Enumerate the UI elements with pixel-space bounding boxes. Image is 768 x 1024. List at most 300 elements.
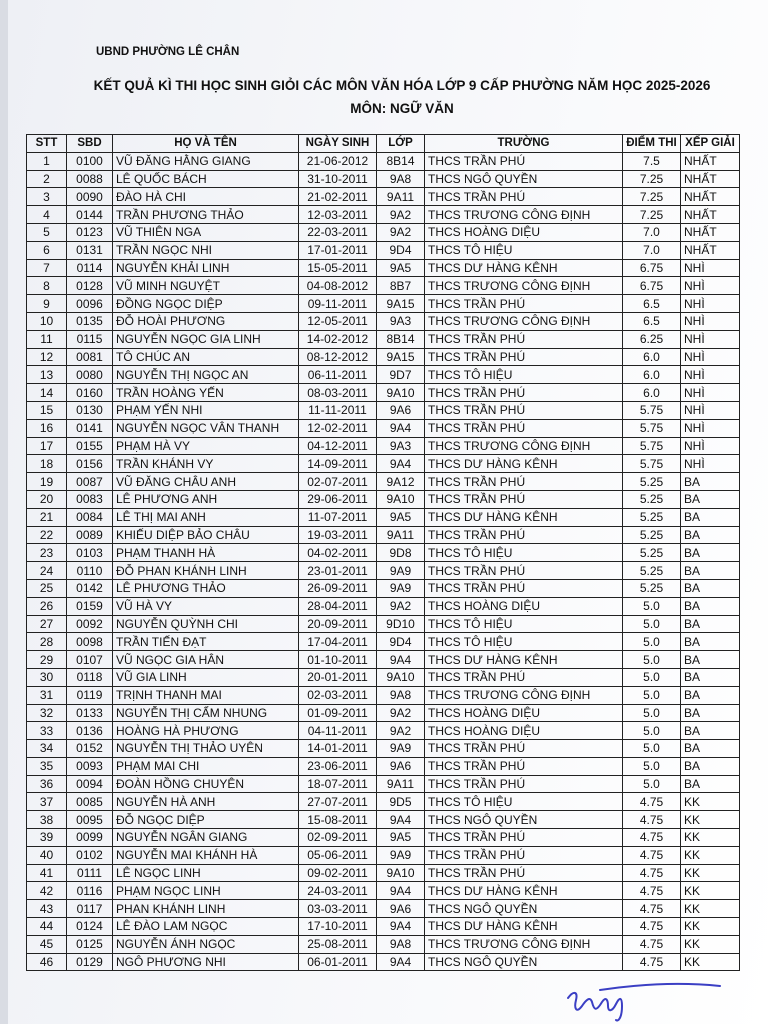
class-cell: 9A9 (377, 562, 425, 580)
school-cell: THCS DƯ HÀNG KÊNH (425, 508, 623, 526)
table-row (27, 615, 740, 633)
stt-cell: 41 (27, 864, 67, 882)
award-cell: BA (681, 562, 740, 580)
award-cell: KK (681, 829, 740, 847)
school-cell: THCS TRẦN PHÚ (425, 562, 623, 580)
sbd-cell: 0080 (67, 366, 113, 384)
stt-cell: 17 (27, 437, 67, 455)
school-cell: THCS DƯ HÀNG KÊNH (425, 259, 623, 277)
name-cell: HOÀNG HÀ PHƯƠNG (113, 722, 299, 740)
sbd-cell: 0116 (67, 882, 113, 900)
sbd-cell: 0159 (67, 597, 113, 615)
stt-cell: 43 (27, 900, 67, 918)
score-cell: 4.75 (623, 864, 681, 882)
table-row (27, 651, 740, 669)
sbd-cell: 0107 (67, 651, 113, 669)
score-cell: 5.25 (623, 562, 681, 580)
name-cell: TRẦN KHÁNH VY (113, 455, 299, 473)
table-row (27, 686, 740, 704)
class-cell: 9D5 (377, 793, 425, 811)
sbd-cell: 0131 (67, 241, 113, 259)
award-cell: NHẤT (681, 152, 740, 170)
school-cell: THCS TRẦN PHÚ (425, 490, 623, 508)
sbd-cell: 0083 (67, 490, 113, 508)
name-cell: PHẠM NGỌC LINH (113, 882, 299, 900)
table-row (27, 579, 740, 597)
school-cell: THCS TRƯƠNG CÔNG ĐỊNH (425, 437, 623, 455)
award-cell: NHÌ (681, 259, 740, 277)
award-cell: BA (681, 526, 740, 544)
award-cell: KK (681, 793, 740, 811)
award-cell: NHÌ (681, 295, 740, 313)
birthdate-cell: 24-03-2011 (299, 882, 377, 900)
table-row (27, 259, 740, 277)
class-cell: 9A2 (377, 206, 425, 224)
birthdate-cell: 17-01-2011 (299, 241, 377, 259)
name-cell: NGUYỄN THỊ THẢO UYÊN (113, 740, 299, 758)
class-cell: 9D4 (377, 241, 425, 259)
score-cell: 6.75 (623, 277, 681, 295)
stt-cell: 25 (27, 579, 67, 597)
award-cell: BA (681, 651, 740, 669)
class-cell: 9A11 (377, 775, 425, 793)
school-cell: THCS TRƯƠNG CÔNG ĐỊNH (425, 935, 623, 953)
award-cell: NHÌ (681, 277, 740, 295)
class-cell: 9A15 (377, 295, 425, 313)
stt-cell: 12 (27, 348, 67, 366)
score-cell: 6.0 (623, 348, 681, 366)
birthdate-cell: 14-02-2012 (299, 330, 377, 348)
table-row (27, 241, 740, 259)
award-cell: KK (681, 918, 740, 936)
award-cell: NHẤT (681, 241, 740, 259)
name-cell: TÔ CHÚC AN (113, 348, 299, 366)
stt-cell: 14 (27, 384, 67, 402)
name-cell: TRỊNH THANH MAI (113, 686, 299, 704)
score-cell: 6.5 (623, 295, 681, 313)
birthdate-cell: 08-03-2011 (299, 384, 377, 402)
birthdate-cell: 17-10-2011 (299, 918, 377, 936)
name-cell: NGUYỄN NGÂN GIANG (113, 829, 299, 847)
table-row (27, 633, 740, 651)
stt-cell: 29 (27, 651, 67, 669)
score-cell: 4.75 (623, 811, 681, 829)
name-cell: LÊ NGỌC LINH (113, 864, 299, 882)
award-cell: KK (681, 953, 740, 971)
school-cell: THCS NGÔ QUYỀN (425, 953, 623, 971)
birthdate-cell: 09-02-2011 (299, 864, 377, 882)
award-cell: NHÌ (681, 330, 740, 348)
name-cell: NGUYỄN NGỌC GIA LINH (113, 330, 299, 348)
class-cell: 9A9 (377, 740, 425, 758)
table-row (27, 401, 740, 419)
school-cell: THCS TRƯƠNG CÔNG ĐỊNH (425, 686, 623, 704)
sbd-cell: 0110 (67, 562, 113, 580)
col-header-birthdate: NGÀY SINH (299, 135, 377, 153)
col-header-name: HỌ VÀ TÊN (113, 135, 299, 153)
sbd-cell: 0130 (67, 401, 113, 419)
award-cell: BA (681, 757, 740, 775)
score-cell: 4.75 (623, 918, 681, 936)
birthdate-cell: 23-06-2011 (299, 757, 377, 775)
award-cell: NHÌ (681, 312, 740, 330)
sbd-cell: 0119 (67, 686, 113, 704)
award-cell: KK (681, 864, 740, 882)
birthdate-cell: 14-01-2011 (299, 740, 377, 758)
birthdate-cell: 26-09-2011 (299, 579, 377, 597)
school-cell: THCS HOÀNG DIỆU (425, 597, 623, 615)
class-cell: 9A4 (377, 882, 425, 900)
birthdate-cell: 04-12-2011 (299, 437, 377, 455)
school-cell: THCS TRẦN PHÚ (425, 526, 623, 544)
table-row (27, 366, 740, 384)
sbd-cell: 0111 (67, 864, 113, 882)
table-row (27, 704, 740, 722)
sbd-cell: 0123 (67, 223, 113, 241)
class-cell: 9A6 (377, 401, 425, 419)
school-cell: THCS TRẦN PHÚ (425, 401, 623, 419)
award-cell: KK (681, 811, 740, 829)
score-cell: 6.75 (623, 259, 681, 277)
class-cell: 9A8 (377, 686, 425, 704)
sbd-cell: 0118 (67, 668, 113, 686)
sbd-cell: 0133 (67, 704, 113, 722)
table-row (27, 793, 740, 811)
birthdate-cell: 14-09-2011 (299, 455, 377, 473)
sbd-cell: 0114 (67, 259, 113, 277)
school-cell: THCS TÔ HIỆU (425, 633, 623, 651)
stt-cell: 16 (27, 419, 67, 437)
birthdate-cell: 28-04-2011 (299, 597, 377, 615)
table-row (27, 223, 740, 241)
school-cell: THCS TRẦN PHÚ (425, 152, 623, 170)
table-row (27, 473, 740, 491)
birthdate-cell: 06-01-2011 (299, 953, 377, 971)
name-cell: PHẠM YẾN NHI (113, 401, 299, 419)
class-cell: 9A4 (377, 455, 425, 473)
award-cell: BA (681, 686, 740, 704)
birthdate-cell: 20-01-2011 (299, 668, 377, 686)
name-cell: LÊ ĐÀO LAM NGỌC (113, 918, 299, 936)
table-row (27, 295, 740, 313)
stt-cell: 7 (27, 259, 67, 277)
sbd-cell: 0128 (67, 277, 113, 295)
school-cell: THCS TRẦN PHÚ (425, 757, 623, 775)
table-row (27, 455, 740, 473)
name-cell: LÊ PHƯƠNG THẢO (113, 579, 299, 597)
sbd-cell: 0152 (67, 740, 113, 758)
name-cell: NGUYỄN NGỌC VÂN THANH (113, 419, 299, 437)
school-cell: THCS DƯ HÀNG KÊNH (425, 651, 623, 669)
name-cell: VŨ HÀ VY (113, 597, 299, 615)
col-header-school: TRƯỜNG (425, 135, 623, 153)
results-table (26, 134, 740, 971)
name-cell: VŨ THIÊN NGA (113, 223, 299, 241)
sbd-cell: 0103 (67, 544, 113, 562)
birthdate-cell: 02-07-2011 (299, 473, 377, 491)
stt-cell: 4 (27, 206, 67, 224)
class-cell: 9D4 (377, 633, 425, 651)
stt-cell: 19 (27, 473, 67, 491)
table-row (27, 562, 740, 580)
sbd-cell: 0125 (67, 935, 113, 953)
school-cell: THCS TRẦN PHÚ (425, 740, 623, 758)
sbd-cell: 0142 (67, 579, 113, 597)
table-row (27, 864, 740, 882)
table-row (27, 312, 740, 330)
score-cell: 4.75 (623, 846, 681, 864)
stt-cell: 9 (27, 295, 67, 313)
birthdate-cell: 02-09-2011 (299, 829, 377, 847)
class-cell: 9A4 (377, 419, 425, 437)
name-cell: VŨ MINH NGUYỆT (113, 277, 299, 295)
class-cell: 9A4 (377, 811, 425, 829)
name-cell: NGÔ PHƯƠNG NHI (113, 953, 299, 971)
class-cell: 8B7 (377, 277, 425, 295)
sbd-cell: 0115 (67, 330, 113, 348)
class-cell: 9D8 (377, 544, 425, 562)
birthdate-cell: 25-08-2011 (299, 935, 377, 953)
stt-cell: 2 (27, 170, 67, 188)
award-cell: NHÌ (681, 437, 740, 455)
score-cell: 6.5 (623, 312, 681, 330)
award-cell: NHẤT (681, 170, 740, 188)
sbd-cell: 0156 (67, 455, 113, 473)
class-cell: 9A12 (377, 473, 425, 491)
sbd-cell: 0141 (67, 419, 113, 437)
award-cell: BA (681, 633, 740, 651)
stt-cell: 31 (27, 686, 67, 704)
stt-cell: 22 (27, 526, 67, 544)
issuing-organization: UBND PHƯỜNG LÊ CHÂN (96, 46, 240, 58)
award-cell: BA (681, 740, 740, 758)
school-cell: THCS TRƯƠNG CÔNG ĐỊNH (425, 206, 623, 224)
school-cell: THCS TRẦN PHÚ (425, 188, 623, 206)
birthdate-cell: 19-03-2011 (299, 526, 377, 544)
stt-cell: 5 (27, 223, 67, 241)
stt-cell: 42 (27, 882, 67, 900)
stt-cell: 15 (27, 401, 67, 419)
birthdate-cell: 12-02-2011 (299, 419, 377, 437)
score-cell: 7.0 (623, 223, 681, 241)
class-cell: 9A8 (377, 170, 425, 188)
name-cell: PHẠM THANH HÀ (113, 544, 299, 562)
score-cell: 5.0 (623, 668, 681, 686)
table-row (27, 419, 740, 437)
table-row (27, 526, 740, 544)
class-cell: 9A4 (377, 918, 425, 936)
table-row (27, 668, 740, 686)
score-cell: 5.75 (623, 437, 681, 455)
birthdate-cell: 02-03-2011 (299, 686, 377, 704)
score-cell: 6.25 (623, 330, 681, 348)
sbd-cell: 0087 (67, 473, 113, 491)
score-cell: 5.0 (623, 757, 681, 775)
birthdate-cell: 04-02-2011 (299, 544, 377, 562)
score-cell: 5.0 (623, 775, 681, 793)
school-cell: THCS NGÔ QUYỀN (425, 900, 623, 918)
score-cell: 5.0 (623, 597, 681, 615)
name-cell: LÊ THỊ MAI ANH (113, 508, 299, 526)
stt-cell: 46 (27, 953, 67, 971)
school-cell: THCS TRẦN PHÚ (425, 668, 623, 686)
stt-cell: 11 (27, 330, 67, 348)
award-cell: BA (681, 615, 740, 633)
school-cell: THCS TÔ HIỆU (425, 544, 623, 562)
table-row (27, 508, 740, 526)
class-cell: 9A11 (377, 526, 425, 544)
sbd-cell: 0088 (67, 170, 113, 188)
name-cell: VŨ NGỌC GIA HÂN (113, 651, 299, 669)
class-cell: 9A6 (377, 757, 425, 775)
table-row (27, 882, 740, 900)
stt-cell: 3 (27, 188, 67, 206)
score-cell: 6.0 (623, 384, 681, 402)
award-cell: BA (681, 597, 740, 615)
document-title: KẾT QUẢ KÌ THI HỌC SINH GIỎI CÁC MÔN VĂN HÓA LỚP 9 CẤP PHƯỜNG NĂM HỌC 2025-2026 (93, 78, 711, 93)
class-cell: 9A3 (377, 312, 425, 330)
class-cell: 9A8 (377, 935, 425, 953)
birthdate-cell: 03-03-2011 (299, 900, 377, 918)
name-cell: ĐỖ HOÀI PHƯƠNG (113, 312, 299, 330)
birthdate-cell: 17-04-2011 (299, 633, 377, 651)
table-row (27, 277, 740, 295)
col-header-sbd: SBD (67, 135, 113, 153)
stt-cell: 39 (27, 829, 67, 847)
award-cell: KK (681, 882, 740, 900)
name-cell: LÊ QUỐC BÁCH (113, 170, 299, 188)
sbd-cell: 0129 (67, 953, 113, 971)
name-cell: NGUYỄN QUỲNH CHI (113, 615, 299, 633)
signature (560, 978, 730, 1024)
col-header-class: LỚP (377, 135, 425, 153)
sbd-cell: 0081 (67, 348, 113, 366)
sbd-cell: 0096 (67, 295, 113, 313)
score-cell: 5.0 (623, 615, 681, 633)
school-cell: THCS TRẦN PHÚ (425, 864, 623, 882)
school-cell: THCS HOÀNG DIỆU (425, 223, 623, 241)
score-cell: 5.0 (623, 651, 681, 669)
birthdate-cell: 05-06-2011 (299, 846, 377, 864)
score-cell: 4.75 (623, 953, 681, 971)
sbd-cell: 0085 (67, 793, 113, 811)
stt-cell: 38 (27, 811, 67, 829)
name-cell: TRẦN TIẾN ĐẠT (113, 633, 299, 651)
score-cell: 5.25 (623, 579, 681, 597)
class-cell: 9A5 (377, 508, 425, 526)
sbd-cell: 0144 (67, 206, 113, 224)
school-cell: THCS TÔ HIỆU (425, 793, 623, 811)
class-cell: 9A10 (377, 668, 425, 686)
award-cell: NHÌ (681, 455, 740, 473)
stt-cell: 30 (27, 668, 67, 686)
col-header-award: XẾP GIẢI (681, 135, 740, 153)
stt-cell: 44 (27, 918, 67, 936)
class-cell: 9A9 (377, 846, 425, 864)
table-row (27, 490, 740, 508)
award-cell: KK (681, 846, 740, 864)
score-cell: 5.0 (623, 686, 681, 704)
name-cell: VŨ ĐĂNG HẰNG GIANG (113, 152, 299, 170)
sbd-cell: 0090 (67, 188, 113, 206)
stt-cell: 8 (27, 277, 67, 295)
table-row (27, 597, 740, 615)
sbd-cell: 0099 (67, 829, 113, 847)
class-cell: 9A5 (377, 259, 425, 277)
name-cell: PHAN KHÁNH LINH (113, 900, 299, 918)
class-cell: 9A10 (377, 490, 425, 508)
class-cell: 9A2 (377, 704, 425, 722)
table-row (27, 722, 740, 740)
class-cell: 9A4 (377, 953, 425, 971)
class-cell: 9A2 (377, 597, 425, 615)
class-cell: 9A9 (377, 579, 425, 597)
stt-cell: 28 (27, 633, 67, 651)
score-cell: 7.25 (623, 188, 681, 206)
stt-cell: 33 (27, 722, 67, 740)
school-cell: THCS TRẦN PHÚ (425, 579, 623, 597)
sbd-cell: 0092 (67, 615, 113, 633)
school-cell: THCS HOÀNG DIỆU (425, 704, 623, 722)
sbd-cell: 0093 (67, 757, 113, 775)
school-cell: THCS DƯ HÀNG KÊNH (425, 882, 623, 900)
score-cell: 6.0 (623, 366, 681, 384)
table-row (27, 384, 740, 402)
stt-cell: 34 (27, 740, 67, 758)
name-cell: ĐỒNG NGỌC DIỆP (113, 295, 299, 313)
table-row (27, 330, 740, 348)
class-cell: 9A4 (377, 651, 425, 669)
birthdate-cell: 04-11-2011 (299, 722, 377, 740)
score-cell: 4.75 (623, 793, 681, 811)
birthdate-cell: 11-11-2011 (299, 401, 377, 419)
score-cell: 5.0 (623, 633, 681, 651)
score-cell: 5.75 (623, 455, 681, 473)
table-row (27, 437, 740, 455)
name-cell: NGUYỄN KHẢI LINH (113, 259, 299, 277)
name-cell: KHIẾU DIỆP BẢO CHÂU (113, 526, 299, 544)
birthdate-cell: 11-07-2011 (299, 508, 377, 526)
class-cell: 9A2 (377, 223, 425, 241)
name-cell: NGUYỄN ÁNH NGỌC (113, 935, 299, 953)
award-cell: BA (681, 775, 740, 793)
score-cell: 7.0 (623, 241, 681, 259)
name-cell: NGUYỄN HÀ ANH (113, 793, 299, 811)
score-cell: 5.25 (623, 526, 681, 544)
name-cell: TRẦN NGỌC NHI (113, 241, 299, 259)
score-cell: 5.25 (623, 490, 681, 508)
class-cell: 8B14 (377, 152, 425, 170)
sbd-cell: 0155 (67, 437, 113, 455)
class-cell: 9A10 (377, 384, 425, 402)
score-cell: 4.75 (623, 829, 681, 847)
birthdate-cell: 20-09-2011 (299, 615, 377, 633)
stt-cell: 20 (27, 490, 67, 508)
birthdate-cell: 15-05-2011 (299, 259, 377, 277)
stt-cell: 13 (27, 366, 67, 384)
table-row (27, 953, 740, 971)
name-cell: NGUYỄN MAI KHÁNH HÀ (113, 846, 299, 864)
stt-cell: 32 (27, 704, 67, 722)
sbd-cell: 0084 (67, 508, 113, 526)
award-cell: BA (681, 579, 740, 597)
score-cell: 5.25 (623, 544, 681, 562)
stt-cell: 21 (27, 508, 67, 526)
sbd-cell: 0136 (67, 722, 113, 740)
birthdate-cell: 08-12-2012 (299, 348, 377, 366)
school-cell: THCS NGÔ QUYỀN (425, 170, 623, 188)
class-cell: 9A3 (377, 437, 425, 455)
